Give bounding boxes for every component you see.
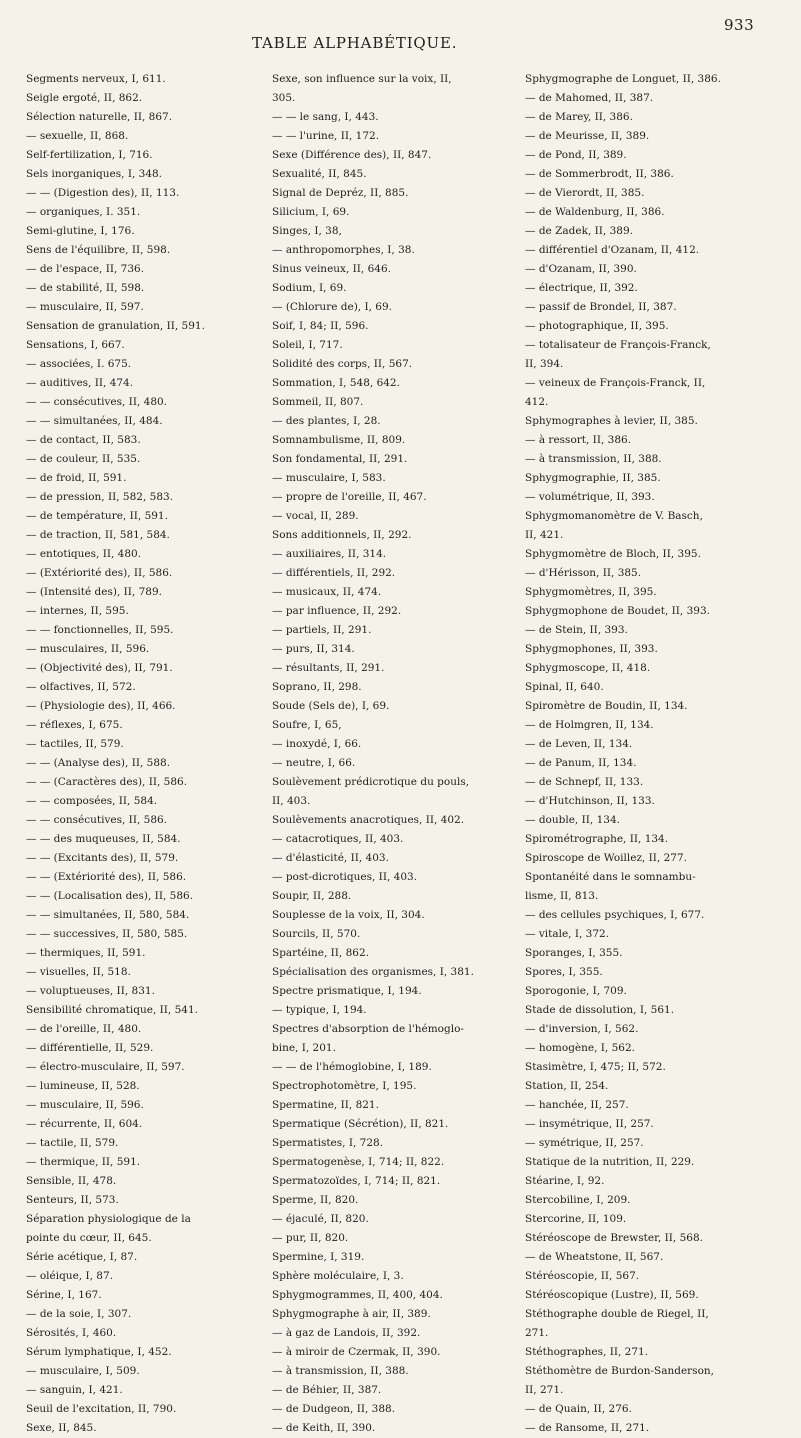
index-entry: Sphygmophone de Boudet, II, 393. [525, 605, 710, 617]
index-entry: — sanguin, I, 421. [26, 1384, 123, 1396]
index-entry: — musculaire, I, 509. [26, 1365, 140, 1377]
index-entry: Statique de la nutrition, II, 229. [525, 1156, 695, 1168]
index-entry: Stéthographes, II, 271. [525, 1346, 649, 1358]
index-entry: — (Intensité des), II, 789. [26, 586, 163, 598]
index-entry: — photographique, II, 395. [525, 320, 669, 332]
index-entry: — — consécutives, II, 586. [26, 814, 168, 826]
index-column-2 [272, 70, 512, 1438]
index-entry: Sphygmographie, II, 385. [525, 472, 661, 484]
index-entry: — musculaires, II, 596. [26, 643, 150, 655]
index-entry: II, 403. [272, 795, 311, 807]
index-entry: 412. [525, 396, 549, 408]
index-entry: Sels inorganiques, I, 348. [26, 168, 163, 180]
index-entry: — réflexes, I, 675. [26, 719, 123, 731]
index-entry: — d'élasticité, II, 403. [272, 852, 389, 864]
index-entry: bine, I, 201. [272, 1042, 336, 1054]
index-entry: Stercobiline, I, 209. [525, 1194, 631, 1206]
index-entry: Signal de Depréz, II, 885. [272, 187, 409, 199]
index-entry: Stade de dissolution, I, 561. [525, 1004, 675, 1016]
index-entry: — électro-musculaire, II, 597. [26, 1061, 185, 1073]
index-entry: — — (Excitants des), II, 579. [26, 852, 179, 864]
index-entry: — des cellules psychiques, I, 677. [525, 909, 705, 921]
index-entry: Spontanéité dans le somnambu- [525, 871, 696, 883]
index-entry: Sérum lymphatique, I, 452. [26, 1346, 172, 1358]
index-entry: — d'Hérisson, II, 385. [525, 567, 642, 579]
index-entry: Sensations, I, 667. [26, 339, 125, 351]
index-entry: — — l'urine, II, 172. [272, 130, 380, 142]
index-entry: — musculaire, II, 597. [26, 301, 144, 313]
index-entry: — électrique, II, 392. [525, 282, 638, 294]
index-entry: Senteurs, II, 573. [26, 1194, 119, 1206]
index-entry: — de stabilité, II, 598. [26, 282, 145, 294]
index-entry: Sens de l'équilibre, II, 598. [26, 244, 171, 256]
index-entry: — — (Analyse des), II, 588. [26, 757, 171, 769]
index-entry: Spermatozoïdes, I, 714; II, 821. [272, 1175, 441, 1187]
index-entry: Seigle ergoté, II, 862. [26, 92, 143, 104]
index-entry: — de froid, II, 591. [26, 472, 127, 484]
index-entry: — de Marey, II, 386. [525, 111, 633, 123]
index-entry: Singes, I, 38, [272, 225, 342, 237]
index-entry: — oléique, I, 87. [26, 1270, 113, 1282]
index-entry: Sphygmoscope, II, 418. [525, 662, 651, 674]
index-entry: — récurrente, II, 604. [26, 1118, 143, 1130]
index-entry: — à transmission, II, 388. [272, 1365, 409, 1377]
index-entry: — de Holmgren, II, 134. [525, 719, 654, 731]
index-entry: Spirométrographe, II, 134. [525, 833, 669, 845]
index-entry: — — (Digestion des), II, 113. [26, 187, 180, 199]
index-entry: Spores, I, 355. [525, 966, 603, 978]
index-entry: — post-dicrotiques, II, 403. [272, 871, 418, 883]
index-entry: Sommeil, II, 807. [272, 396, 364, 408]
index-entry: — insymétrique, II, 257. [525, 1118, 654, 1130]
index-entry: Spartéine, II, 862. [272, 947, 369, 959]
index-entry: Spermatogenèse, I, 714; II, 822. [272, 1156, 445, 1168]
index-entry: Sinus veineux, II, 646. [272, 263, 391, 275]
index-entry: — de Leven, II, 134. [525, 738, 633, 750]
index-entry: Spermatique (Sécrétion), II, 821. [272, 1118, 449, 1130]
index-entry: Stéthomètre de Burdon-Sanderson, [525, 1365, 714, 1377]
index-entry: — — composées, II, 584. [26, 795, 158, 807]
index-entry: pointe du cœur, II, 645. [26, 1232, 152, 1244]
index-entry: Stéthographe double de Riegel, II, [525, 1308, 709, 1320]
index-entry: — (Objectivité des), II, 791. [26, 662, 173, 674]
index-entry: Soprano, II, 298. [272, 681, 362, 693]
index-entry: — veineux de François-Franck, II, [525, 377, 706, 389]
index-entry: — résultants, II, 291. [272, 662, 385, 674]
index-entry: Sphymographes à levier, II, 385. [525, 415, 698, 427]
index-entry: — à transmission, II, 388. [525, 453, 662, 465]
index-entry: — olfactives, II, 572. [26, 681, 136, 693]
index-entry: — à ressort, II, 386. [525, 434, 632, 446]
index-entry: — — de l'hémoglobine, I, 189. [272, 1061, 432, 1073]
index-entry: — de l'espace, II, 736. [26, 263, 145, 275]
index-entry: — homogène, I, 562. [525, 1042, 635, 1054]
index-entry: Stasimètre, I, 475; II, 572. [525, 1061, 666, 1073]
index-entry: — thermique, II, 591. [26, 1156, 141, 1168]
index-entry: Spermatistes, I, 728. [272, 1137, 384, 1149]
index-entry: Stéarine, I, 92. [525, 1175, 605, 1187]
index-entry: Sphygmographe à air, II, 389. [272, 1308, 431, 1320]
index-entry: Sourcils, II, 570. [272, 928, 361, 940]
index-entry: — double, II, 134. [525, 814, 620, 826]
index-entry: — tactile, II, 579. [26, 1137, 119, 1149]
index-entry: Seuil de l'excitation, II, 790. [26, 1403, 177, 1415]
index-entry: — différentiel d'Ozanam, II, 412. [525, 244, 700, 256]
index-entry: — de Vierordt, II, 385. [525, 187, 645, 199]
index-entry: Soupir, II, 288. [272, 890, 352, 902]
index-entry: — pur, II, 820. [272, 1232, 349, 1244]
index-entry: — hanchée, II, 257. [525, 1099, 629, 1111]
index-entry: — musculaire, I, 583. [272, 472, 386, 484]
index-entry: — entotiques, II, 480. [26, 548, 142, 560]
index-entry: Sexe, II, 845. [26, 1422, 97, 1434]
index-entry: — de Dudgeon, II, 388. [272, 1403, 396, 1415]
index-entry: — de la soie, I, 307. [26, 1308, 132, 1320]
index-entry: — — (Localisation des), II, 586. [26, 890, 194, 902]
index-entry: Soude (Sels de), I, 69. [272, 700, 390, 712]
index-entry: Solidité des corps, II, 567. [272, 358, 413, 370]
index-entry: Sensation de granulation, II, 591. [26, 320, 205, 332]
index-entry: — de traction, II, 581, 584. [26, 529, 170, 541]
index-entry: 305. [272, 92, 296, 104]
index-entry: Sommation, I, 548, 642. [272, 377, 400, 389]
index-entry: Soleil, I, 717. [272, 339, 343, 351]
index-entry: — — des muqueuses, II, 584. [26, 833, 181, 845]
index-entry: — de température, II, 591. [26, 510, 168, 522]
index-entry: — organiques, I. 351. [26, 206, 141, 218]
index-entry: Son fondamental, II, 291. [272, 453, 408, 465]
index-entry: — de Meurisse, II, 389. [525, 130, 650, 142]
index-entry: — de Panum, II, 134. [525, 757, 637, 769]
page-number: 933 [724, 16, 755, 34]
index-entry: — — fonctionnelles, II, 595. [26, 624, 174, 636]
index-entry: — par influence, II, 292. [272, 605, 402, 617]
index-entry: — associées, I. 675. [26, 358, 132, 370]
index-entry: — de l'oreille, II, 480. [26, 1023, 142, 1035]
index-entry: Segments nerveux, I, 611. [26, 73, 166, 85]
index-entry: Sons additionnels, II, 292. [272, 529, 412, 541]
index-entry: Sexualité, II, 845. [272, 168, 367, 180]
index-entry: — d'Ozanam, II, 390. [525, 263, 637, 275]
index-entry: — lumineuse, II, 528. [26, 1080, 140, 1092]
index-entry: Spiromètre de Boudin, II, 134. [525, 700, 688, 712]
index-entry: — de Sommerbrodt, II, 386. [525, 168, 674, 180]
index-entry: — tactiles, II, 579. [26, 738, 124, 750]
index-entry: — de Waldenburg, II, 386. [525, 206, 665, 218]
index-entry: Sporogonie, I, 709. [525, 985, 627, 997]
index-entry: Spécialisation des organismes, I, 381. [272, 966, 474, 978]
index-entry: Sexe, son influence sur la voix, II, [272, 73, 452, 85]
index-entry: — — simultanées, II, 484. [26, 415, 163, 427]
index-entry: — différentiels, II, 292. [272, 567, 396, 579]
index-entry: — partiels, II, 291. [272, 624, 372, 636]
page-title: TABLE ALPHABÉTIQUE. [252, 34, 458, 52]
index-column-1 [26, 70, 261, 1438]
index-entry: II, 271. [525, 1384, 564, 1396]
index-entry: Sphygmographe de Longuet, II, 386. [525, 73, 721, 85]
index-entry: — de Mahomed, II, 387. [525, 92, 654, 104]
index-entry: — d'Hutchinson, II, 133. [525, 795, 655, 807]
index-entry: — (Chlorure de), I, 69. [272, 301, 392, 313]
index-entry: — visuelles, II, 518. [26, 966, 131, 978]
index-entry: — auxiliaires, II, 314. [272, 548, 387, 560]
index-entry: — — consécutives, II, 480. [26, 396, 168, 408]
index-entry: Sphygmogrammes, II, 400, 404. [272, 1289, 443, 1301]
index-entry: — vocal, II, 289. [272, 510, 359, 522]
index-entry: — de Béhier, II, 387. [272, 1384, 382, 1396]
index-entry: Sphygmophones, II, 393. [525, 643, 658, 655]
index-entry: Spiroscope de Woillez, II, 277. [525, 852, 687, 864]
index-entry: — de couleur, II, 535. [26, 453, 141, 465]
index-entry: — de pression, II, 582, 583. [26, 491, 174, 503]
index-entry: Self-fertilization, I, 716. [26, 149, 153, 161]
index-entry: — anthropomorphes, I, 38. [272, 244, 415, 256]
index-entry: — d'inversion, I, 562. [525, 1023, 639, 1035]
index-entry: — — le sang, I, 443. [272, 111, 379, 123]
index-entry: Sodium, I, 69. [272, 282, 347, 294]
index-entry: — totalisateur de François-Franck, [525, 339, 711, 351]
index-entry: Sphygmomètres, II, 395. [525, 586, 657, 598]
index-entry: Soufre, I, 65, [272, 719, 342, 731]
index-entry: Sérine, I, 167. [26, 1289, 102, 1301]
index-entry: — vitale, I, 372. [525, 928, 610, 940]
index-entry: — — successives, II, 580, 585. [26, 928, 188, 940]
index-entry: Soulèvements anacrotiques, II, 402. [272, 814, 465, 826]
index-entry: Sperme, II, 820. [272, 1194, 359, 1206]
index-entry: Série acétique, I, 87. [26, 1251, 138, 1263]
index-entry: Sphygmomanomètre de V. Basch, [525, 510, 703, 522]
index-entry: — thermiques, II, 591. [26, 947, 146, 959]
index-entry: — propre de l'oreille, II, 467. [272, 491, 427, 503]
index-entry: Station, II, 254. [525, 1080, 609, 1092]
index-entry: Spectre prismatique, I, 194. [272, 985, 422, 997]
index-entry: — de Wheatstone, II, 567. [525, 1251, 664, 1263]
index-entry: Spermine, I, 319. [272, 1251, 365, 1263]
index-entry: — — (Caractères des), II, 586. [26, 776, 188, 788]
index-entry: — symétrique, II, 257. [525, 1137, 644, 1149]
index-entry: — de Zadek, II, 389. [525, 225, 633, 237]
index-entry: Soulèvement prédicrotique du pouls, [272, 776, 470, 788]
index-entry: — de Quain, II, 276. [525, 1403, 632, 1415]
index-entry: — sexuelle, II, 868. [26, 130, 129, 142]
index-entry: Souplesse de la voix, II, 304. [272, 909, 425, 921]
index-entry: II, 421. [525, 529, 564, 541]
index-entry: — (Extériorité des), II, 586. [26, 567, 173, 579]
index-column-3 [525, 70, 795, 1438]
index-entry: — de Schnepf, II, 133. [525, 776, 644, 788]
page-header [0, 0, 801, 60]
index-entry: Stéréoscopie, II, 567. [525, 1270, 640, 1282]
index-entry: — à miroir de Czermak, II, 390. [272, 1346, 441, 1358]
index-entry: — musculaire, II, 596. [26, 1099, 144, 1111]
index-entry: — internes, II, 595. [26, 605, 129, 617]
index-entry: — purs, II, 314. [272, 643, 355, 655]
index-entry: Sensible, II, 478. [26, 1175, 117, 1187]
index-entry: — — simultanées, II, 580, 584. [26, 909, 190, 921]
index-entry: — — (Extériorité des), II, 586. [26, 871, 187, 883]
index-entry: Sphygmomètre de Bloch, II, 395. [525, 548, 701, 560]
index-entry: — de Pond, II, 389. [525, 149, 627, 161]
index-entry: lisme, II, 813. [525, 890, 599, 902]
index-entry: II, 394. [525, 358, 564, 370]
index-entry: Soif, I, 84; II, 596. [272, 320, 369, 332]
index-entry: Stercorine, II, 109. [525, 1213, 627, 1225]
index-entry: — de Keith, II, 390. [272, 1422, 376, 1434]
index-entry: — musicaux, II, 474. [272, 586, 382, 598]
index-entry: Sensibilité chromatique, II, 541. [26, 1004, 198, 1016]
index-entry: — (Physiologie des), II, 466. [26, 700, 176, 712]
index-entry: Sérosités, I, 460. [26, 1327, 117, 1339]
index-entry: Spectres d'absorption de l'hémoglo- [272, 1023, 464, 1035]
index-entry: — typique, I, 194. [272, 1004, 367, 1016]
index-entry: Silicium, I, 69. [272, 206, 350, 218]
index-entry: Stéréoscopique (Lustre), II, 569. [525, 1289, 699, 1301]
index-entry: Sexe (Différence des), II, 847. [272, 149, 432, 161]
index-entry: Spectrophotomètre, I, 195. [272, 1080, 417, 1092]
index-entry: — de Ransome, II, 271. [525, 1422, 650, 1434]
index-entry: Sphère moléculaire, I, 3. [272, 1270, 404, 1282]
index-entry: — volumétrique, II, 393. [525, 491, 655, 503]
index-entry: Sporanges, I, 355. [525, 947, 623, 959]
index-entry: — passif de Brondel, II, 387. [525, 301, 677, 313]
index-entry: — de contact, II, 583. [26, 434, 141, 446]
index-entry: Spinal, II, 640. [525, 681, 604, 693]
index-entry: — auditives, II, 474. [26, 377, 134, 389]
index-entry: Séparation physiologique de la [26, 1213, 191, 1225]
index-entry: — neutre, I, 66. [272, 757, 356, 769]
index-entry: Sélection naturelle, II, 867. [26, 111, 173, 123]
index-entry: — différentielle, II, 529. [26, 1042, 154, 1054]
index-entry: — à gaz de Landois, II, 392. [272, 1327, 421, 1339]
index-entry: — voluptueuses, II, 831. [26, 985, 155, 997]
index-entry: Somnambulisme, II, 809. [272, 434, 406, 446]
index-entry: — de Stein, II, 393. [525, 624, 628, 636]
index-entry: Stéréoscope de Brewster, II, 568. [525, 1232, 703, 1244]
index-entry: Semi-glutine, I, 176. [26, 225, 135, 237]
index-entry: — des plantes, I, 28. [272, 415, 381, 427]
index-entry: 271. [525, 1327, 549, 1339]
index-entry: Spermatine, II, 821. [272, 1099, 379, 1111]
index-entry: — éjaculé, II, 820. [272, 1213, 369, 1225]
index-entry: — catacrotiques, II, 403. [272, 833, 404, 845]
index-entry: — inoxydé, I, 66. [272, 738, 362, 750]
